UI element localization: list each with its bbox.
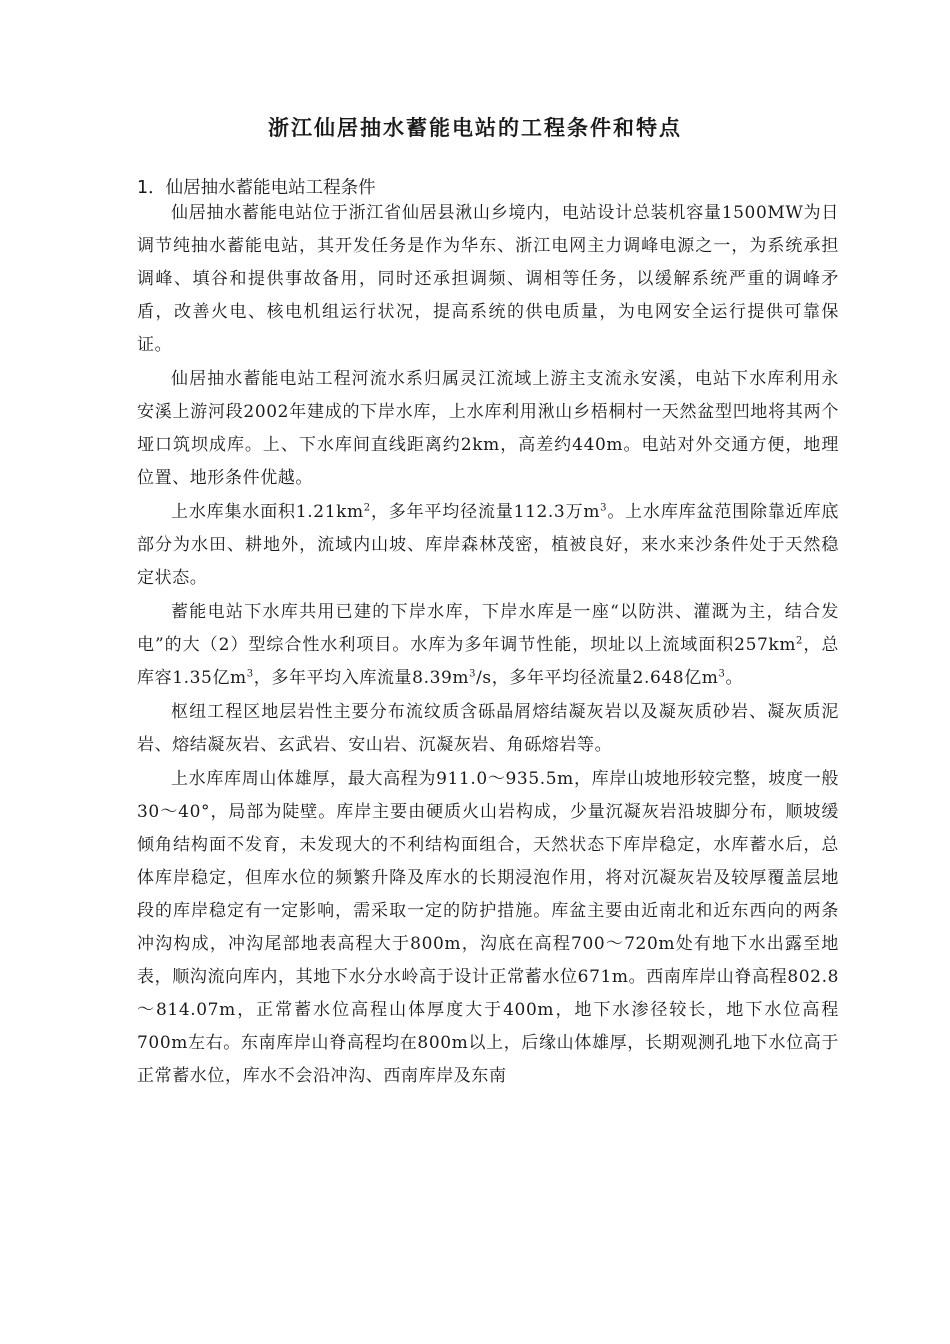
superscript: 2 [796, 635, 804, 647]
text-run: 。 [725, 668, 744, 688]
superscript: 3 [469, 668, 477, 680]
paragraph-2: 仙居抽水蓄能电站工程河流水系归属灵江流域上游主支流永安溪，电站下水库利用永安溪上游河段2002年建成的下岸水库，上水库利用湫山乡梧桐村一天然盆型凹地将其两个垭口筑坝成库。上、下水库间直线距离约2km，高差约440m。电站对外交通方便，地理位置、地形条件优越。 [137, 369, 839, 488]
superscript: 2 [363, 502, 371, 514]
paragraph-3 [137, 496, 839, 595]
text-run: /s，多年平均径流量2.648亿m [476, 668, 719, 688]
paragraph-6: 上水库库周山体雄厚，最大高程为911.0～935.5m，库岸山坡地形较完整，坡度一般30～40°，局部为陡壁。库岸主要由硬质火山岩构成，少量沉凝灰岩沿坡脚分布，顺坡缓倾角结构面不发育，未发现大的不利结构面组合，天然状态下库岸稳定，水库蓄水后，总体库岸稳定，但库水位的频繁升降及库水的长期浸泡作用，将对沉凝灰岩及较厚覆盖层地段的库岸稳定有一定影响，需采取一定的防护措施。库盆主要由近南北和近东西向的两条冲沟构成，冲沟尾部地表高程大于800m，沟底在高程700～720m处有地下水出露至地表，顺沟流向库内，其地下水分水岭高于设计正常蓄水位671m。西南库岸山脊高程802.8～814.07m，正常蓄水位高程山体厚度大于400m，地下水渗径较长，地下水位高程700m左右。东南库岸山脊高程均在800m以上，后缘山体雄厚，长期观测孔地下水位高于正常蓄水位，库水不会沿冲沟、西南库岸及东南 [137, 769, 839, 1086]
text-run: ，多年平均入库流量8.39m [253, 668, 470, 688]
superscript: 3 [246, 668, 254, 680]
paragraph-4 [137, 596, 839, 695]
section-heading: 1．仙居抽水蓄能电站工程条件 [137, 178, 376, 198]
paragraph-1: 仙居抽水蓄能电站位于浙江省仙居县湫山乡境内，电站设计总装机容量1500MW为日调节纯抽水蓄能电站，其开发任务是作为华东、浙江电网主力调峰电源之一，为系统承担调峰、填谷和提供事故备用，同时还承担调频、调相等任务，以缓解系统严重的调峰矛盾，改善火电、核电机组运行状况，提高系统的供电质量，为电网安全运行提供可靠保证。 [137, 203, 839, 355]
text-run: 。上水库库盆范围除靠近库底部分为水田、耕地外，流域内山坡、库岸森林茂密，植被良好，来水来沙条件处于天然稳定状态。 [137, 502, 839, 588]
text-run: ，多年平均径流量112.3万m [370, 502, 601, 522]
text-run: 蓄能电站下水库共用已建的下岸水库，下岸水库是一座“以防洪、灌溉为主，结合发电”的大（2）型综合性水利项目。水库为多年调节性能，坝址以上流域面积257km [137, 602, 839, 655]
paragraph-5: 枢纽工程区地层岩性主要分布流纹质含砾晶屑熔结凝灰岩以及凝灰质砂岩、凝灰质泥岩、熔结凝灰岩、玄武岩、安山岩、沉凝灰岩、角砾熔岩等。 [137, 702, 839, 755]
superscript: 3 [600, 502, 608, 514]
document-title: 浙江仙居抽水蓄能电站的工程条件和特点 [268, 116, 682, 140]
superscript: 3 [718, 668, 726, 680]
text-run: ，总库容1.35亿m [137, 635, 839, 688]
text-run: 上水库集水面积1.21km [171, 502, 364, 522]
document-body [137, 197, 839, 1094]
